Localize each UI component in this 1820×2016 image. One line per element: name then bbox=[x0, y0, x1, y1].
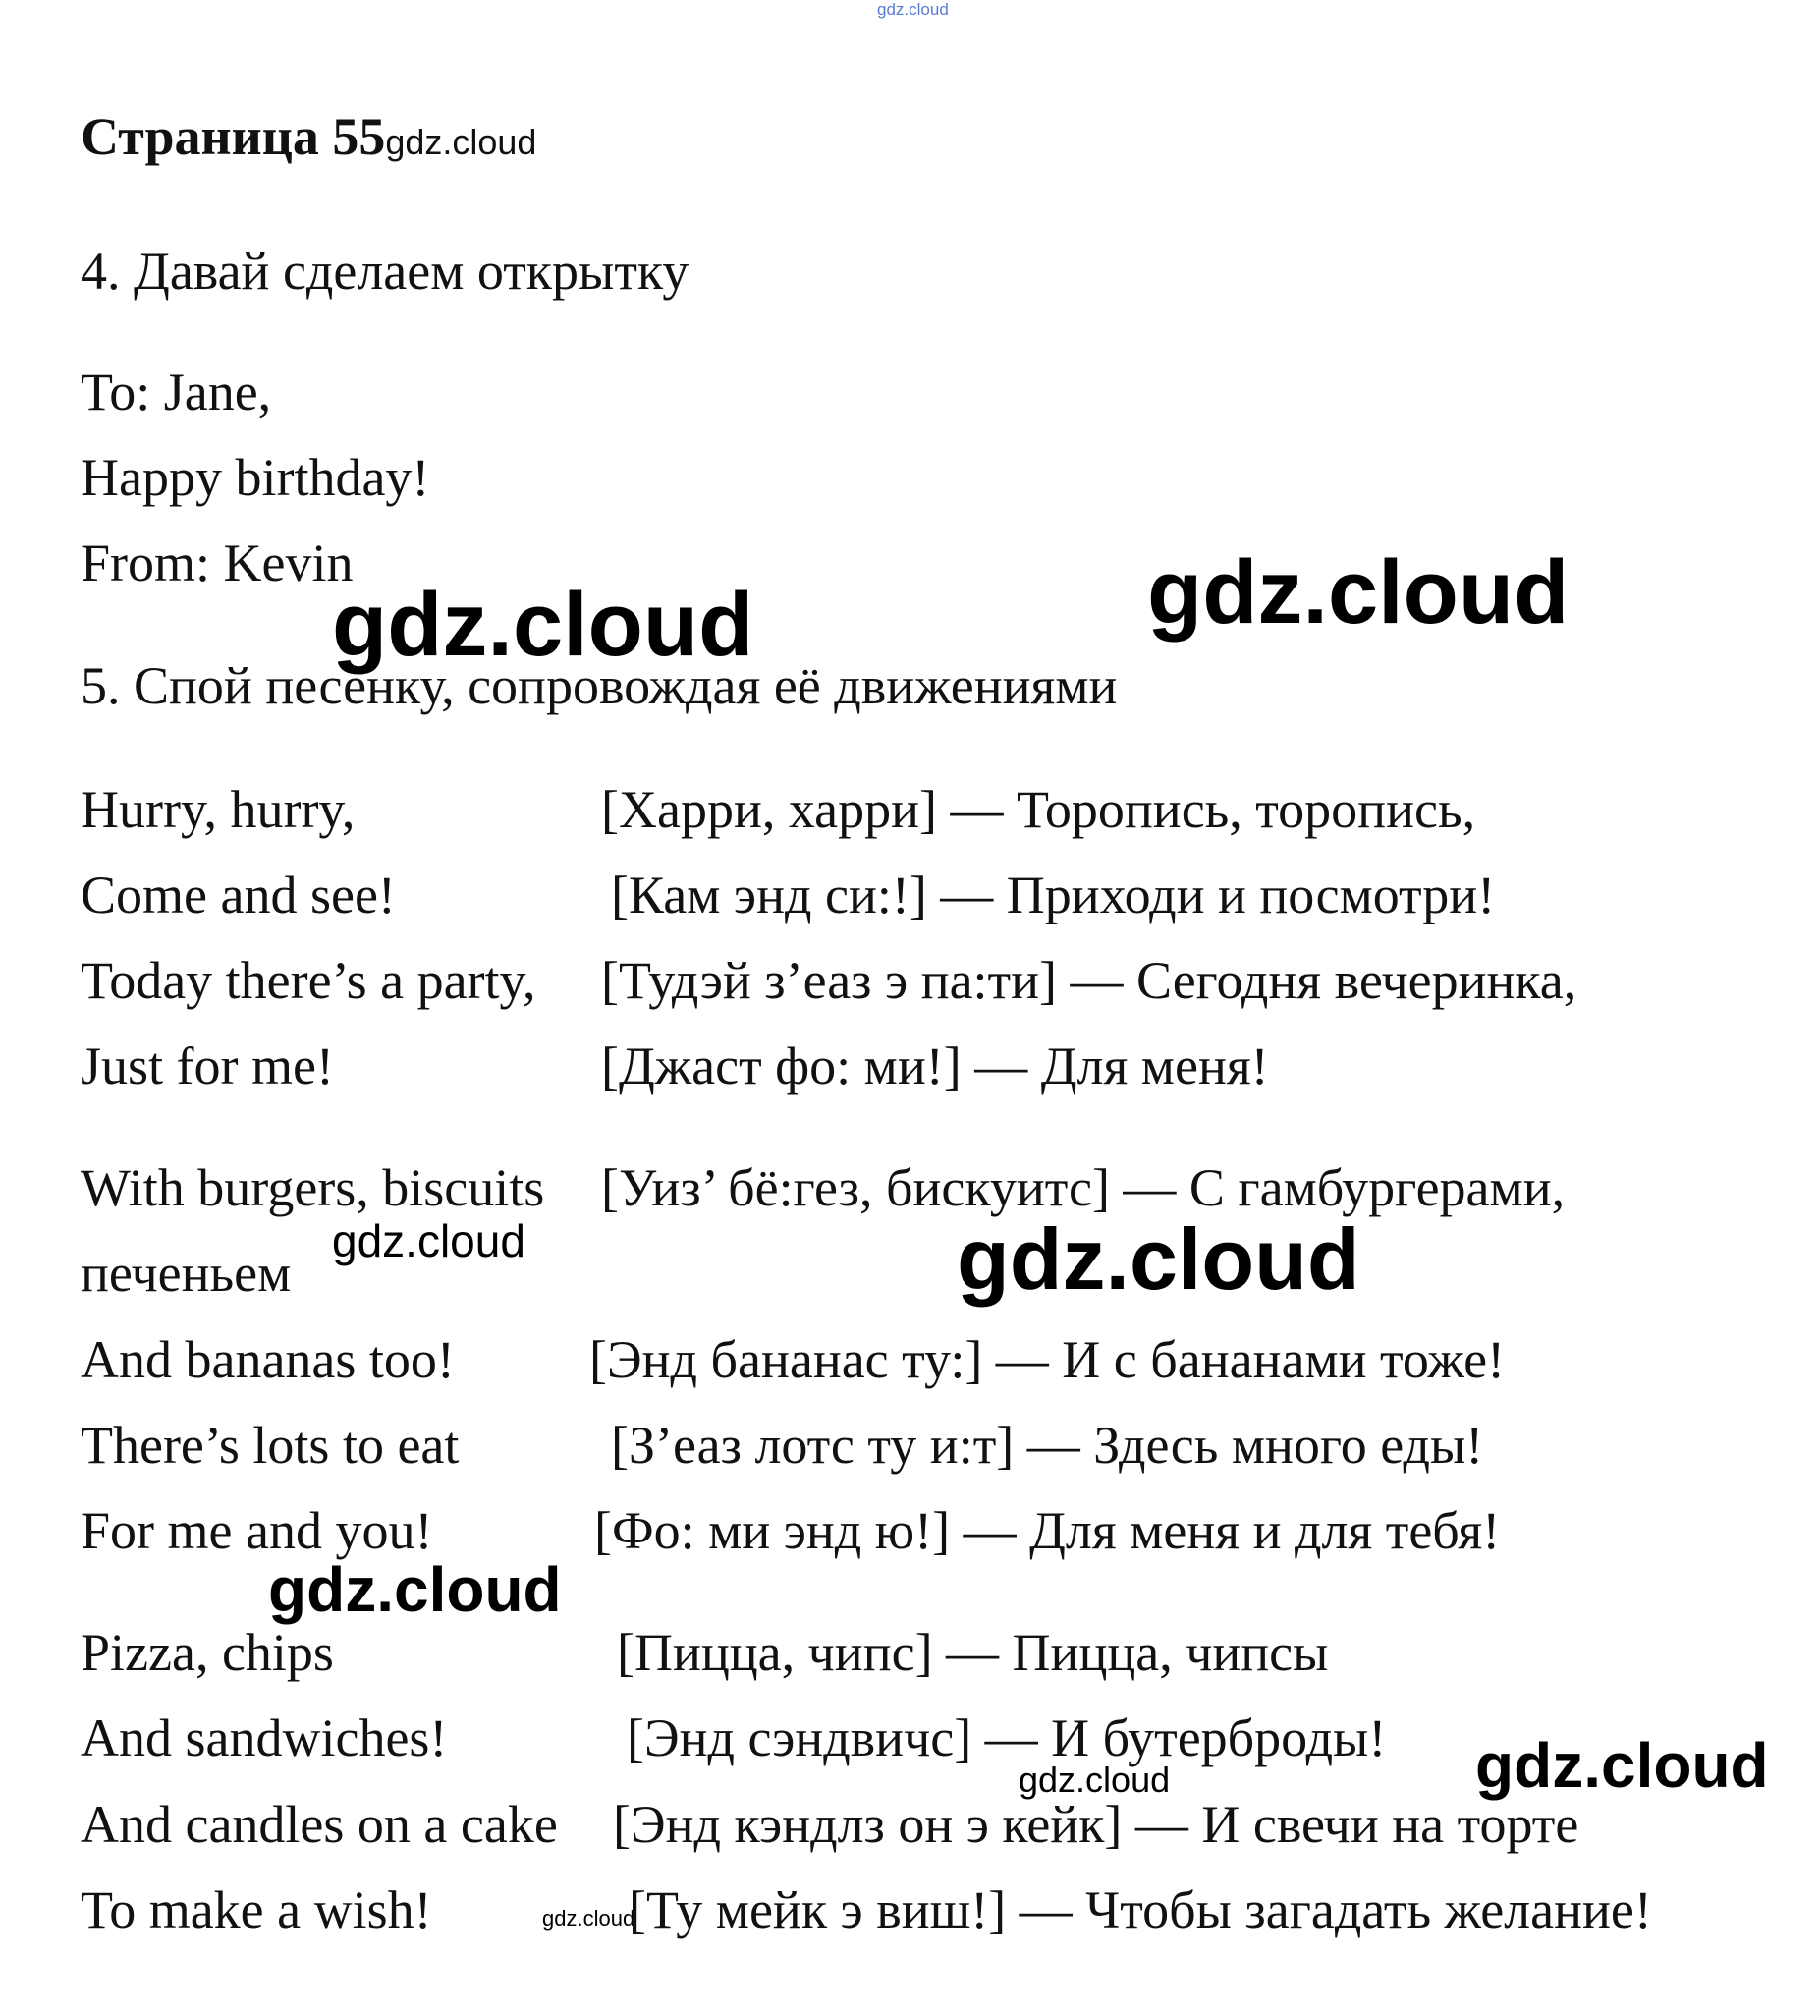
song-line-en: With burgers, biscuits bbox=[81, 1158, 545, 1217]
song-line-ru: [Ту мейк э виш!] — Чтобы загадать желание! bbox=[629, 1880, 1652, 1939]
watermark-title: gdz.cloud bbox=[385, 122, 537, 162]
song-line-ru: [Энд бананас ту:] — И с бананами тоже! bbox=[589, 1330, 1506, 1389]
song-line-en: And sandwiches! bbox=[81, 1708, 448, 1767]
song-line-en: And bananas too! bbox=[81, 1330, 455, 1389]
watermark-large: gdz.cloud bbox=[1147, 542, 1570, 643]
song-line-ru: [Энд сэндвичс] — И бутерброды! bbox=[627, 1708, 1387, 1767]
page-title bbox=[81, 106, 536, 167]
song-line-en: Just for me! bbox=[81, 1036, 334, 1095]
song-line-en: There’s lots to eat bbox=[81, 1416, 460, 1475]
song-line-en: And candles on a cake bbox=[81, 1795, 558, 1854]
watermark-medium: gdz.cloud bbox=[1475, 1730, 1769, 1801]
song-line-en: For me and you! bbox=[81, 1501, 433, 1560]
song-line-ru: [Тудэй з’еаз э па:ти] — Сегодня вечеринка, bbox=[601, 951, 1577, 1010]
task5-heading: 5. Спой песенку, сопровождая её движениями bbox=[81, 656, 1118, 715]
card-from: From: Kevin bbox=[81, 533, 354, 592]
song-line-ru: [Энд кэндлз он э кейк] — И свечи на торте bbox=[613, 1795, 1579, 1854]
page-title-text: Страница 55 bbox=[81, 107, 386, 166]
watermark-large: gdz.cloud bbox=[332, 575, 754, 675]
watermark-tiny: gdz.cloud bbox=[542, 1906, 635, 1931]
task4-heading: 4. Давай сделаем открытку bbox=[81, 242, 689, 301]
watermark-small: gdz.cloud bbox=[1019, 1760, 1171, 1800]
song-line-en: To make a wish! bbox=[81, 1880, 432, 1939]
song-line-ru: [Джаст фо: ми!] — Для меня! bbox=[601, 1036, 1269, 1095]
watermark-large: gdz.cloud bbox=[957, 1210, 1360, 1308]
song-line-en: Hurry, hurry, bbox=[81, 780, 356, 839]
song-line-en: Today there’s a party, bbox=[81, 951, 536, 1010]
watermark-top: gdz.cloud bbox=[877, 0, 949, 19]
song-line-ru: [Кам энд си:!] — Приходи и посмотри! bbox=[611, 866, 1496, 924]
watermark-medium: gdz.cloud bbox=[268, 1554, 562, 1625]
song-line-en: Come and see! bbox=[81, 866, 396, 924]
card-to: To: Jane, bbox=[81, 363, 272, 421]
song-line-en: Pizza, chips bbox=[81, 1623, 334, 1682]
card-greeting: Happy birthday! bbox=[81, 448, 430, 507]
song-line-en: печеньем bbox=[81, 1244, 292, 1303]
song-line-ru: [Пицца, чипс] — Пицца, чипсы bbox=[617, 1623, 1329, 1682]
song-line-ru: [Фо: ми энд ю!] — Для меня и для тебя! bbox=[594, 1501, 1501, 1560]
song-line-ru: [Уиз’ бё:гез, бискуитс] — С гамбургерами, bbox=[601, 1158, 1566, 1217]
watermark-medium: gdz.cloud bbox=[332, 1215, 525, 1266]
song-line-ru: [Харри, харри] — Торопись, торопись, bbox=[601, 780, 1476, 839]
song-line-ru: [З’еаз лотс ту и:т] — Здесь много еды! bbox=[611, 1416, 1484, 1475]
